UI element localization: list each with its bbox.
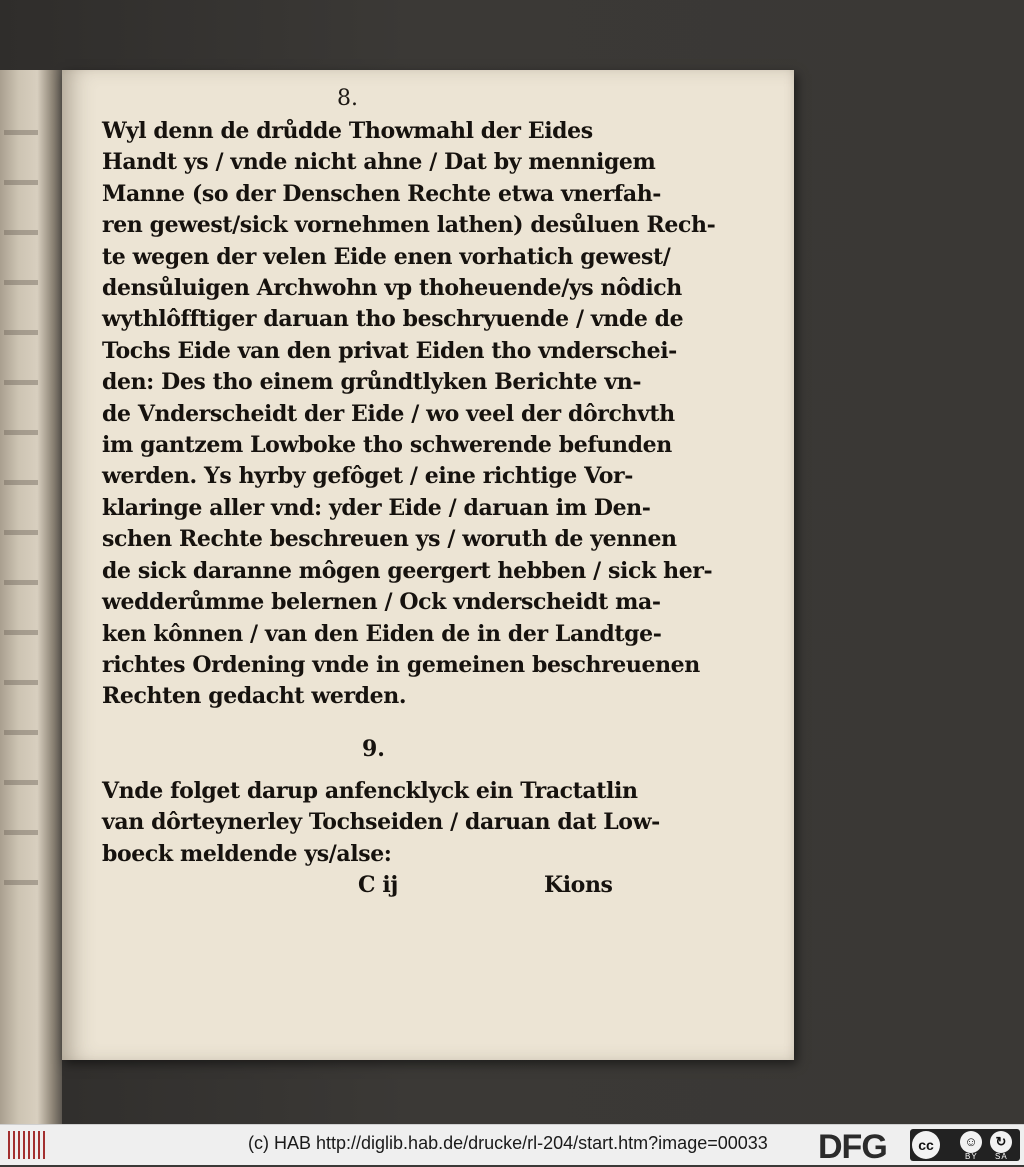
text-line: den: Des tho einem grůndtlyken Berichte vn- [102, 369, 642, 396]
bleed-mark [4, 230, 38, 235]
sa-share-icon: ↻ [990, 1131, 1012, 1153]
bleed-mark [4, 580, 38, 585]
text-line: wythlôfftiger daruan tho beschryuende / vnde de [102, 306, 684, 333]
text-line: Rechten gedacht werden. [102, 683, 407, 710]
text-line: klaringe aller vnd: yder Eide / daruan im Den- [102, 494, 651, 521]
bleed-mark [4, 730, 38, 735]
by-label: BY [965, 1152, 978, 1161]
bleed-mark [4, 680, 38, 685]
section-number: 9. [362, 736, 385, 762]
text-line: Handt ys / vnde nicht ahne / Dat by mennigem [102, 149, 656, 176]
bleed-mark [4, 630, 38, 635]
bleed-mark [4, 480, 38, 485]
text-line: de Vnderscheidt der Eide / wo veel der dôrchvth [102, 400, 675, 427]
text-line: van dôrteynerley Tochseiden / daruan dat Low- [102, 809, 660, 836]
footer-bar [0, 1124, 1024, 1165]
text-line: im gantzem Lowboke tho schwerende befunden [102, 432, 672, 459]
cc-icon: cc [912, 1131, 940, 1159]
bleed-mark [4, 880, 38, 885]
library-logo-icon [8, 1131, 48, 1159]
text-line: wedderůmme belernen / Ock vnderscheidt ma- [102, 589, 661, 616]
text-line: ren gewest/sick vornehmen lathen) desůluen Rech- [102, 212, 716, 239]
text-line: werden. Ys hyrby gefôget / eine richtige Vor- [102, 463, 633, 490]
facing-page-edge [0, 70, 62, 1124]
text-line: Wyl denn de drůdde Thowmahl der Eides [102, 118, 593, 144]
cc-license-badge[interactable] [910, 1129, 1020, 1161]
catchword: Kions [544, 872, 613, 898]
bleed-mark [4, 180, 38, 185]
text-line: te wegen der velen Eide enen vorhatich gewest/ [102, 243, 671, 270]
sa-label: SA [995, 1152, 1008, 1161]
bleed-mark [4, 430, 38, 435]
copyright-link[interactable]: (c) HAB http://diglib.hab.de/drucke/rl-204/start.htm?image=00033 [248, 1133, 768, 1153]
bleed-mark [4, 530, 38, 535]
text-line: densůluigen Archwohn vp thoheuende/ys nôdich [102, 275, 682, 302]
text-line: boeck meldende ys/alse: [102, 840, 392, 867]
main-paragraph [102, 116, 716, 713]
signature-mark: C ij [358, 872, 398, 898]
text-line: schen Rechte beschreuen ys / woruth de yennen [102, 526, 677, 553]
text-line: richtes Ordening vnde in gemeinen beschreuenen [102, 651, 700, 678]
second-paragraph [102, 776, 660, 870]
bleed-mark [4, 830, 38, 835]
text-line: de sick daranne môgen geergert hebben / sick her- [102, 557, 713, 584]
book-page [62, 70, 794, 1060]
bleed-mark [4, 130, 38, 135]
bleed-mark [4, 280, 38, 285]
dfg-logo[interactable]: DFG [818, 1128, 887, 1166]
page-number: 8. [337, 86, 358, 111]
bleed-mark [4, 330, 38, 335]
by-person-icon: ☺ [960, 1131, 982, 1153]
text-line: Manne (so der Denschen Rechte etwa vnerfah- [102, 180, 662, 207]
text-line: ken kônnen / van den Eiden de in der Landtge- [102, 620, 662, 647]
text-line: Tochs Eide van den privat Eiden tho vnderschei- [102, 337, 677, 364]
text-line: Vnde folget darup anfencklyck ein Tractatlin [102, 778, 638, 804]
bleed-mark [4, 780, 38, 785]
bleed-mark [4, 380, 38, 385]
